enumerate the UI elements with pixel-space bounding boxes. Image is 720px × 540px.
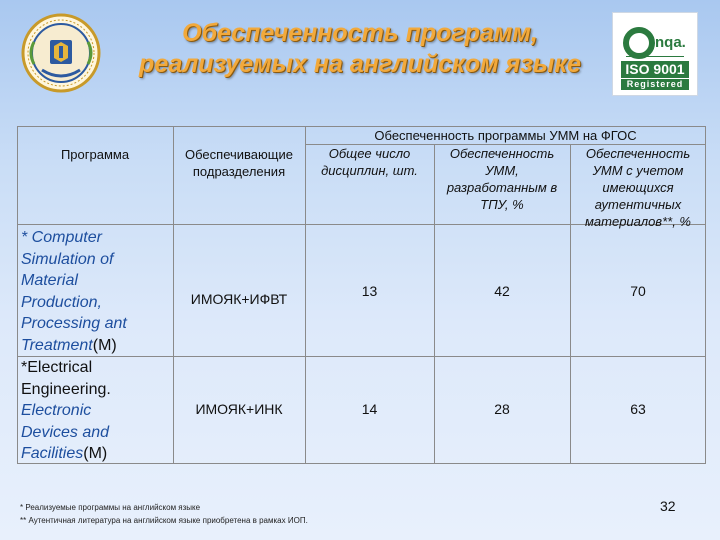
table-row-1-disciplines: 13 [361, 283, 378, 299]
table-row-2-division: ИМОЯК+ИНК [195, 401, 283, 417]
header-program: Программа [60, 147, 130, 162]
table-row-2-program: *Electrical Engineering. Electronic Devices and Facilities(M) [21, 359, 111, 462]
provision-table [17, 126, 706, 464]
table-border-left [17, 126, 18, 464]
header-tpu-provision: Обеспеченность УММ, разработанным в ТПУ, % [446, 146, 558, 212]
table-row-2-authentic-percent: 63 [630, 401, 646, 417]
iso-9001-certification-logo [612, 12, 698, 96]
header-authentic-provision: Обеспеченность УММ с учетом имеющихся аутентичных материалов**, % [585, 146, 691, 229]
nqa-brand-text: nqa. [655, 34, 686, 51]
table-row-1-division: ИМОЯК+ИФВТ [190, 291, 288, 307]
registered-text: Registered [626, 79, 684, 89]
title-line-1: Обеспеченность программ, [182, 19, 538, 47]
iso-standard-text: ISO 9001 [625, 61, 685, 77]
university-emblem-logo [20, 12, 102, 94]
page-number: 32 [660, 498, 676, 514]
footnote-1: * Реализуемые программы на английском языке [20, 503, 201, 512]
footnote-2: ** Аутентичная литература на английском языке приобретена в рамках ИОП. [20, 516, 308, 525]
header-total-disciplines: Общее число дисциплин, шт. [321, 146, 418, 178]
table-row-1-authentic-percent: 70 [630, 283, 646, 299]
title-line-2: реализуемых на английском языке [139, 50, 581, 78]
header-group: Обеспеченность программы УММ на ФГОС [374, 128, 637, 143]
table-row-1-tpu-percent: 42 [494, 283, 510, 299]
table-row-1-program: * Computer Simulation of Material Production, Processing ant Treatment(M) [21, 229, 127, 354]
header-divisions: Обеспечивающие подразделения [185, 147, 293, 179]
page-title [110, 18, 610, 80]
table-row-2-disciplines: 14 [361, 401, 378, 417]
table-row-2-tpu-percent: 28 [494, 401, 510, 417]
